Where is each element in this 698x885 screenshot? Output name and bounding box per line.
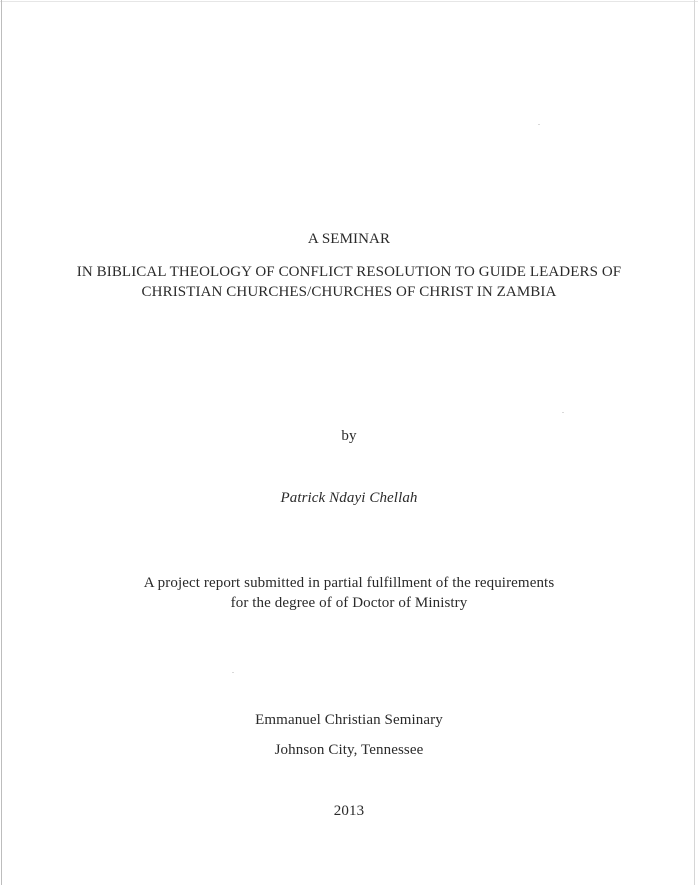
scan-speck <box>232 672 234 673</box>
institution-location: Johnson City, Tennessee <box>274 742 424 758</box>
author-name: Patrick Ndayi Chellah <box>280 490 418 506</box>
submission-line-2: for the degree of of Doctor of Ministry <box>230 595 468 611</box>
scan-speck <box>562 412 564 413</box>
page-top-edge <box>0 1 698 2</box>
scan-speck <box>538 124 540 125</box>
submission-line-1: A project report submitted in partial fulfillment of the requirements <box>143 575 555 591</box>
document-year: 2013 <box>333 803 365 819</box>
by-line: by <box>341 428 357 444</box>
document-heading: A SEMINAR <box>307 231 391 247</box>
title-line-1: IN BIBLICAL THEOLOGY OF CONFLICT RESOLUTION TO GUIDE LEADERS OF <box>76 264 622 280</box>
title-line-2: CHRISTIAN CHURCHES/CHURCHES OF CHRIST IN ZAMBIA <box>141 284 557 300</box>
institution-name: Emmanuel Christian Seminary <box>255 712 443 728</box>
